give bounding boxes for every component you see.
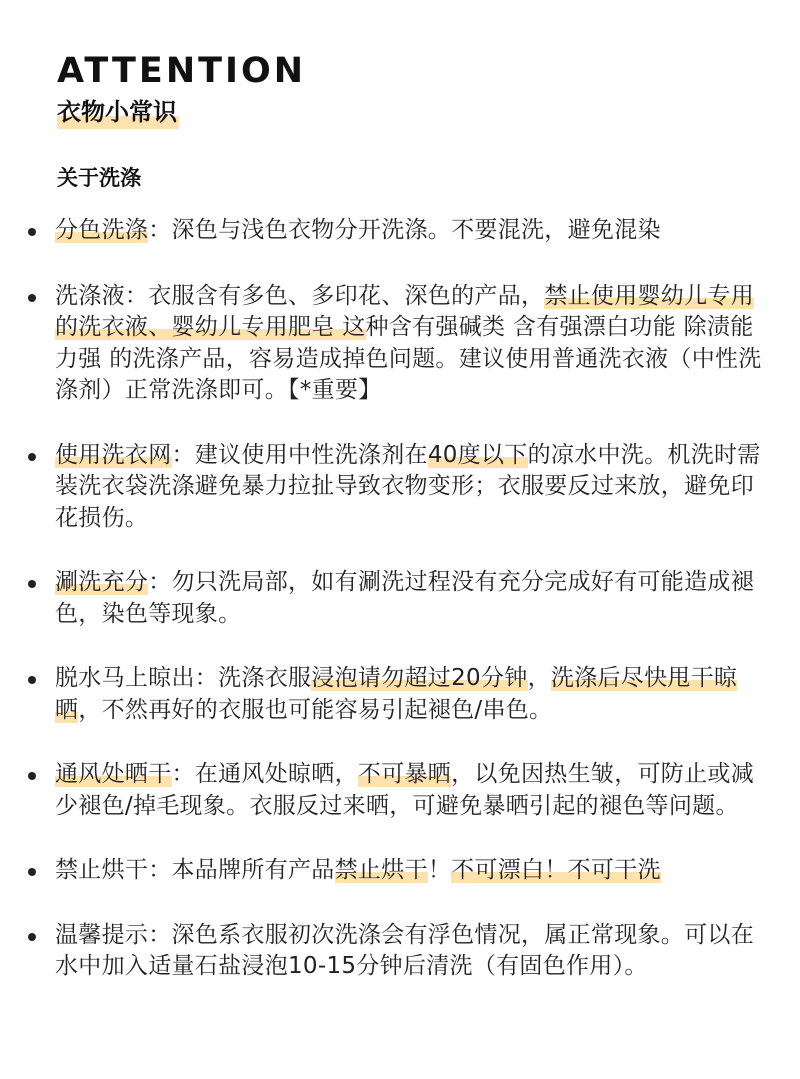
highlighted-term: 不可暴晒 [357, 761, 452, 787]
bullet-dot-icon [28, 933, 36, 941]
list-item [55, 663, 765, 726]
list-item [55, 281, 765, 407]
highlighted-term: 洗涤后尽快甩干晾晒 [55, 665, 738, 723]
item-text: 洗涤液：衣服含有多色、多印花、深色的产品， [55, 282, 545, 309]
item-text: ，不然再好的衣服也可能容易引起褪色/串色。 [78, 696, 553, 723]
highlighted-term: 禁止烘干 [334, 857, 428, 883]
item-text: ！ [427, 857, 452, 883]
bullet-dot-icon [28, 294, 36, 302]
list-item [55, 567, 765, 630]
highlighted-term: 浸泡请勿超过20分钟 [311, 665, 528, 691]
highlighted-term: 40度以下 [427, 441, 528, 468]
item-text: 温馨提示：深色系衣服初次洗涤会有浮色情况，属正常现象。可以在水中加入适量石盐浸泡10-15分钟后清洗（有固色作用）。 [55, 921, 754, 979]
list-item [55, 440, 765, 535]
item-text: 种含有强碱类 含有强漂白功能 除渍能力强 的洗涤产品，容易造成掉色问题。建议使用普通洗衣液（中性洗涤剂）正常洗涤即可。【*重要】 [55, 314, 762, 403]
item-text: ：深色与浅色衣物分开洗涤。不要混洗，避免混染 [148, 217, 661, 243]
item-text: ：在通风处晾晒， [171, 761, 358, 787]
care-tips-list [0, 215, 800, 983]
page-title: ATTENTION [57, 51, 307, 91]
list-item [55, 920, 765, 983]
section-title: 关于洗涤 [57, 166, 141, 190]
highlighted-term: 通风处晒干 [55, 761, 172, 787]
item-text: ，以免因热生皱，可防止或减少褪色/掉毛现象。衣服反过来晒，可避免暴晒引起的褪色等问题。 [55, 761, 755, 819]
list-item [55, 855, 765, 887]
highlighted-term: 使用洗衣网 [55, 441, 172, 468]
bullet-dot-icon [28, 868, 36, 876]
list-item [55, 759, 765, 822]
item-text: ：勿只洗局部，如有涮洗过程没有充分完成好有可能造成褪色，染色等现象。 [55, 569, 755, 627]
bullet-dot-icon [28, 580, 36, 588]
highlighted-term: 涮洗充分 [55, 569, 149, 595]
list-item [55, 215, 765, 247]
bullet-dot-icon [28, 228, 36, 236]
item-text: 的凉水中洗。机洗时需装洗衣袋洗涤避免暴力拉扯导致衣物变形；衣服要反过来放，避免印花损伤。 [55, 441, 761, 531]
highlighted-term: 分色洗涤 [55, 217, 149, 243]
item-text: 脱水马上晾出：洗涤衣服 [55, 665, 312, 691]
item-text: ：建议使用中性洗涤剂在 [171, 441, 428, 468]
highlighted-term: 不可漂白！不可干洗 [451, 857, 661, 883]
page-subtitle: 衣物小常识 [57, 95, 179, 129]
bullet-dot-icon [28, 453, 36, 461]
highlighted-term: 禁止使用婴幼儿专用的洗衣液、婴幼儿专用肥皂 这 [55, 282, 755, 340]
item-text: ， [527, 665, 551, 691]
bullet-dot-icon [28, 772, 36, 780]
item-text: 禁止烘干：本品牌所有产品 [55, 857, 335, 883]
bullet-dot-icon [28, 676, 36, 684]
